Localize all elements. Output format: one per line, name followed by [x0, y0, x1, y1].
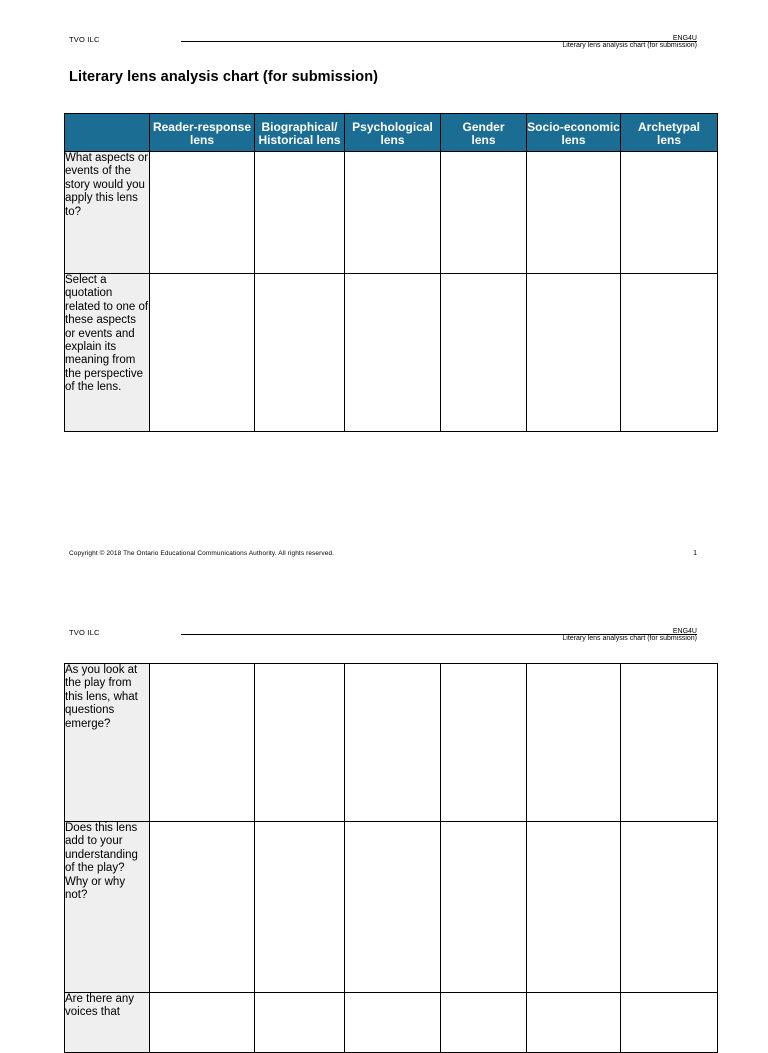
header-right — [562, 628, 697, 642]
copyright-footer: Copyright © 2018 The Ontario Educational Communications Authority. All rights reserved. — [69, 550, 335, 557]
column-header-biographical: Biographical/ Historical lens — [255, 114, 345, 152]
page-number: 1 — [693, 550, 697, 557]
answer-cell[interactable] — [255, 993, 345, 1053]
answer-cell[interactable] — [621, 152, 718, 274]
table-row — [65, 664, 718, 822]
answer-cell[interactable] — [527, 274, 621, 432]
answer-cell[interactable] — [150, 152, 255, 274]
header-course-code: ENG4U — [672, 628, 697, 635]
row-label: Select a quotation related to one of these aspects or events and explain its meaning from the perspective of the lens. — [65, 274, 150, 432]
corner-cell — [65, 114, 150, 152]
answer-cell[interactable] — [255, 664, 345, 822]
header-doc-subtitle: Literary lens analysis chart (for submission) — [562, 635, 697, 642]
row-label: What aspects or events of the story would you apply this lens to? — [65, 152, 150, 274]
table-header-row — [65, 114, 718, 152]
answer-cell[interactable] — [345, 152, 441, 274]
lens-analysis-table-2 — [64, 663, 718, 1053]
table-row — [65, 152, 718, 274]
answer-cell[interactable] — [150, 822, 255, 993]
row-label: Does this lens add to your understanding of the play? Why or why not? — [65, 822, 150, 993]
header-course-code: ENG4U — [672, 35, 697, 42]
answer-cell[interactable] — [150, 993, 255, 1053]
answer-cell[interactable] — [255, 274, 345, 432]
header-doc-subtitle: Literary lens analysis chart (for submission) — [562, 42, 697, 49]
row-label: Are there any voices that — [65, 993, 150, 1053]
page-2 — [0, 594, 768, 1024]
answer-cell[interactable] — [527, 993, 621, 1053]
answer-cell[interactable] — [345, 822, 441, 993]
answer-cell[interactable] — [621, 822, 718, 993]
row-label: As you look at the play from this lens, what questions emerge? — [65, 664, 150, 822]
answer-cell[interactable] — [441, 664, 527, 822]
column-header-psychological: Psychological lens — [345, 114, 441, 152]
answer-cell[interactable] — [345, 664, 441, 822]
answer-cell[interactable] — [527, 152, 621, 274]
answer-cell[interactable] — [150, 664, 255, 822]
header-org: TVO ILC — [69, 35, 100, 44]
answer-cell[interactable] — [527, 822, 621, 993]
answer-cell[interactable] — [255, 152, 345, 274]
answer-cell[interactable] — [441, 993, 527, 1053]
answer-cell[interactable] — [255, 822, 345, 993]
answer-cell[interactable] — [441, 822, 527, 993]
column-header-gender: Gender lens — [441, 114, 527, 152]
column-header-archetypal: Archetypal lens — [621, 114, 718, 152]
column-header-reader-response: Reader-response lens — [150, 114, 255, 152]
answer-cell[interactable] — [345, 274, 441, 432]
table-row — [65, 822, 718, 993]
lens-analysis-table-1 — [64, 113, 718, 432]
table-row — [65, 274, 718, 432]
header-org: TVO ILC — [69, 628, 100, 637]
answer-cell[interactable] — [150, 274, 255, 432]
answer-cell[interactable] — [527, 664, 621, 822]
answer-cell[interactable] — [621, 993, 718, 1053]
column-header-socio-economic: Socio-economic lens — [527, 114, 621, 152]
answer-cell[interactable] — [441, 152, 527, 274]
answer-cell[interactable] — [441, 274, 527, 432]
answer-cell[interactable] — [345, 993, 441, 1053]
table-row — [65, 993, 718, 1053]
header-right — [562, 35, 697, 49]
answer-cell[interactable] — [621, 664, 718, 822]
page-title: Literary lens analysis chart (for submission) — [69, 69, 379, 85]
answer-cell[interactable] — [621, 274, 718, 432]
